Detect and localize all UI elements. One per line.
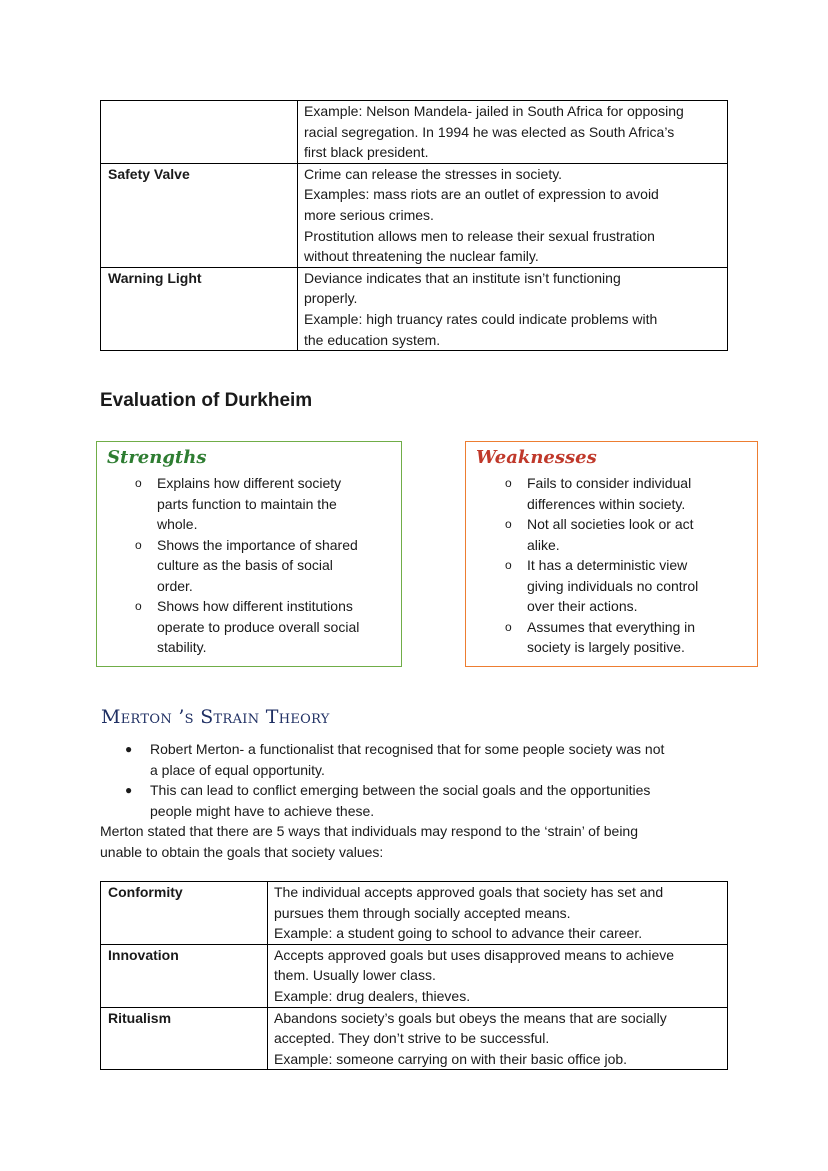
- circle-bullet-icon: o: [505, 517, 512, 531]
- row-key: Warning Light: [101, 267, 298, 350]
- strengths-list: [135, 473, 393, 658]
- row-description: Accepts approved goals but uses disapproved means to achieve them. Usually lower class. Example: drug dealers, thieves.: [268, 944, 728, 1007]
- functions-table: [100, 100, 728, 351]
- table-row: [101, 101, 728, 164]
- circle-bullet-icon: o: [505, 476, 512, 490]
- bullet-icon: ●: [125, 742, 133, 756]
- row-description: The individual accepts approved goals that society has set and pursues them through socially accepted means. Example: a student going to school to advance their career.: [268, 882, 728, 945]
- list-item: o Explains how different society parts function to maintain the whole.: [135, 475, 342, 532]
- evaluation-heading: Evaluation of Durkheim: [100, 390, 313, 411]
- weaknesses-title: Weaknesses: [476, 447, 597, 468]
- list-item: o Shows how different institutions operate to produce overall social stability.: [135, 598, 360, 655]
- row-key: [101, 101, 298, 164]
- table-row: [101, 163, 728, 267]
- weaknesses-box: [465, 441, 758, 667]
- list-item: o Assumes that everything in society is largely positive.: [505, 618, 696, 655]
- row-key: Innovation: [101, 944, 268, 1007]
- list-item: o It has a deterministic view giving individuals no control over their actions.: [505, 557, 699, 614]
- strengths-box: [96, 441, 402, 667]
- table-row: [101, 267, 728, 350]
- strain-responses-table: [100, 881, 728, 1070]
- list-item: ● Robert Merton- a functionalist that recognised that for some people society was not a place of equal opportunity.: [125, 741, 665, 778]
- row-key: Conformity: [101, 882, 268, 945]
- circle-bullet-icon: o: [505, 558, 512, 572]
- row-description: Abandons society’s goals but obeys the means that are socially accepted. They don’t strive to be successful. Example: someone carrying on with their basic office job.: [268, 1007, 728, 1070]
- table-row: [101, 944, 728, 1007]
- row-description: Example: Nelson Mandela- jailed in South Africa for opposing racial segregation. In 1994 he was elected as South Africa’s first black president.: [298, 101, 728, 164]
- circle-bullet-icon: o: [135, 599, 142, 613]
- row-key: Safety Valve: [101, 163, 298, 267]
- row-description: Deviance indicates that an institute isn’t functioning properly. Example: high truancy rates could indicate problems with the education system.: [298, 267, 728, 350]
- circle-bullet-icon: o: [505, 619, 512, 634]
- circle-bullet-icon: o: [135, 476, 142, 490]
- strengths-title: Strengths: [107, 447, 207, 468]
- weaknesses-list: [505, 473, 752, 658]
- merton-heading: Merton ’s Strain Theory: [101, 706, 330, 728]
- merton-paragraph: Merton stated that there are 5 ways that individuals may respond to the ‘strain’ of being unable to obtain the goals that society values:: [100, 823, 639, 860]
- list-item: o Fails to consider individual differences within society.: [505, 475, 692, 512]
- table-row: [101, 1007, 728, 1070]
- bullet-icon: ●: [125, 783, 133, 798]
- row-key: Ritualism: [101, 1007, 268, 1070]
- list-item: o Shows the importance of shared culture as the basis of social order.: [135, 536, 358, 594]
- row-description: Crime can release the stresses in society. Examples: mass riots are an outlet of expression to avoid more serious crimes. Prostitution allows men to release their sexual frustration without threatening the nuclear family.: [298, 163, 728, 267]
- circle-bullet-icon: o: [135, 537, 142, 552]
- table-row: [101, 882, 728, 945]
- list-item: o Not all societies look or act alike.: [505, 516, 694, 553]
- merton-bullets: [125, 739, 740, 821]
- list-item: ● This can lead to conflict emerging between the social goals and the opportunities people might have to achieve these.: [125, 782, 651, 819]
